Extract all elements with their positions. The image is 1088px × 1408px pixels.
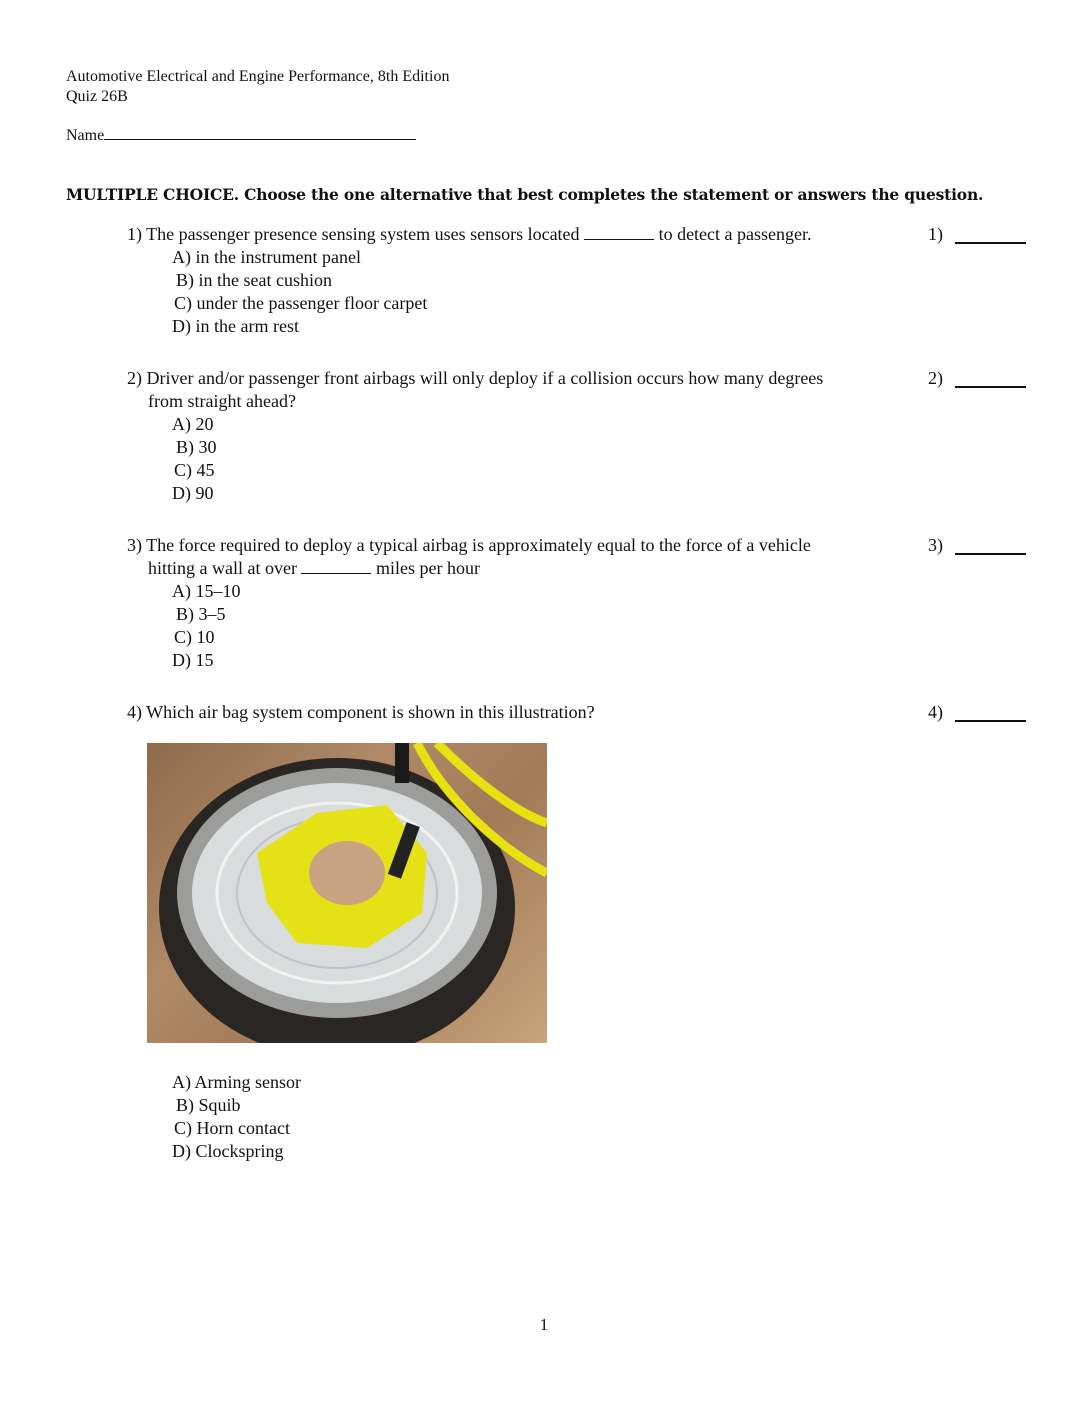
quiz-title: Quiz 26B [66, 88, 128, 105]
option: A) Arming sensor [172, 1072, 301, 1092]
question-3 [127, 534, 907, 672]
answer-line[interactable] [955, 242, 1026, 244]
option: C) under the passenger floor carpet [174, 293, 428, 313]
fill-blank [301, 558, 371, 574]
option: B) 30 [176, 437, 217, 457]
answer-line[interactable] [955, 386, 1026, 388]
page-number: 1 [539, 1315, 549, 1334]
fill-blank [584, 224, 654, 240]
question-text: 3) The force required to deploy a typical airbag is approximately equal to the force of a vehicle [127, 535, 811, 555]
option: C) 45 [174, 460, 215, 480]
option: D) Clockspring [172, 1141, 284, 1161]
question-text: to detect a passenger. [658, 224, 812, 244]
answer-line[interactable] [955, 720, 1026, 722]
option: C) 10 [174, 627, 215, 647]
question-text: miles per hour [375, 558, 480, 578]
answer-number: 2) [928, 368, 943, 388]
name-line [104, 125, 416, 140]
option: D) 90 [172, 483, 214, 503]
answer-line[interactable] [955, 553, 1026, 555]
instructions: MULTIPLE CHOICE. Choose the one alternative that best completes the statement or answers the question. [66, 185, 984, 204]
name-label: Name [66, 127, 105, 144]
clockspring-photo [147, 743, 547, 1043]
question-text: 2) Driver and/or passenger front airbags will only deploy if a collision occurs how many degrees [127, 368, 824, 388]
answer-number: 4) [928, 702, 943, 722]
question-4 [127, 701, 907, 724]
course-title: Automotive Electrical and Engine Performance, 8th Edition [66, 68, 450, 85]
option: C) Horn contact [174, 1118, 290, 1138]
option: A) 20 [172, 414, 214, 434]
option: A) in the instrument panel [172, 247, 361, 267]
answer-number: 1) [928, 224, 943, 244]
answer-number: 3) [928, 535, 943, 555]
option: D) in the arm rest [172, 316, 299, 336]
option: B) in the seat cushion [176, 270, 332, 290]
question-text: 4) Which air bag system component is shown in this illustration? [127, 702, 595, 722]
option: B) Squib [176, 1095, 241, 1115]
name-field [66, 125, 416, 146]
question-text: 1) The passenger presence sensing system uses sensors located [127, 224, 580, 244]
question-2 [127, 367, 907, 505]
question-1 [127, 223, 907, 338]
question-4-options [127, 1071, 907, 1163]
option: A) 15–10 [172, 581, 241, 601]
option: D) 15 [172, 650, 214, 670]
question-text: from straight ahead? [148, 391, 296, 411]
option: B) 3–5 [176, 604, 226, 624]
question-text: hitting a wall at over [148, 558, 297, 578]
